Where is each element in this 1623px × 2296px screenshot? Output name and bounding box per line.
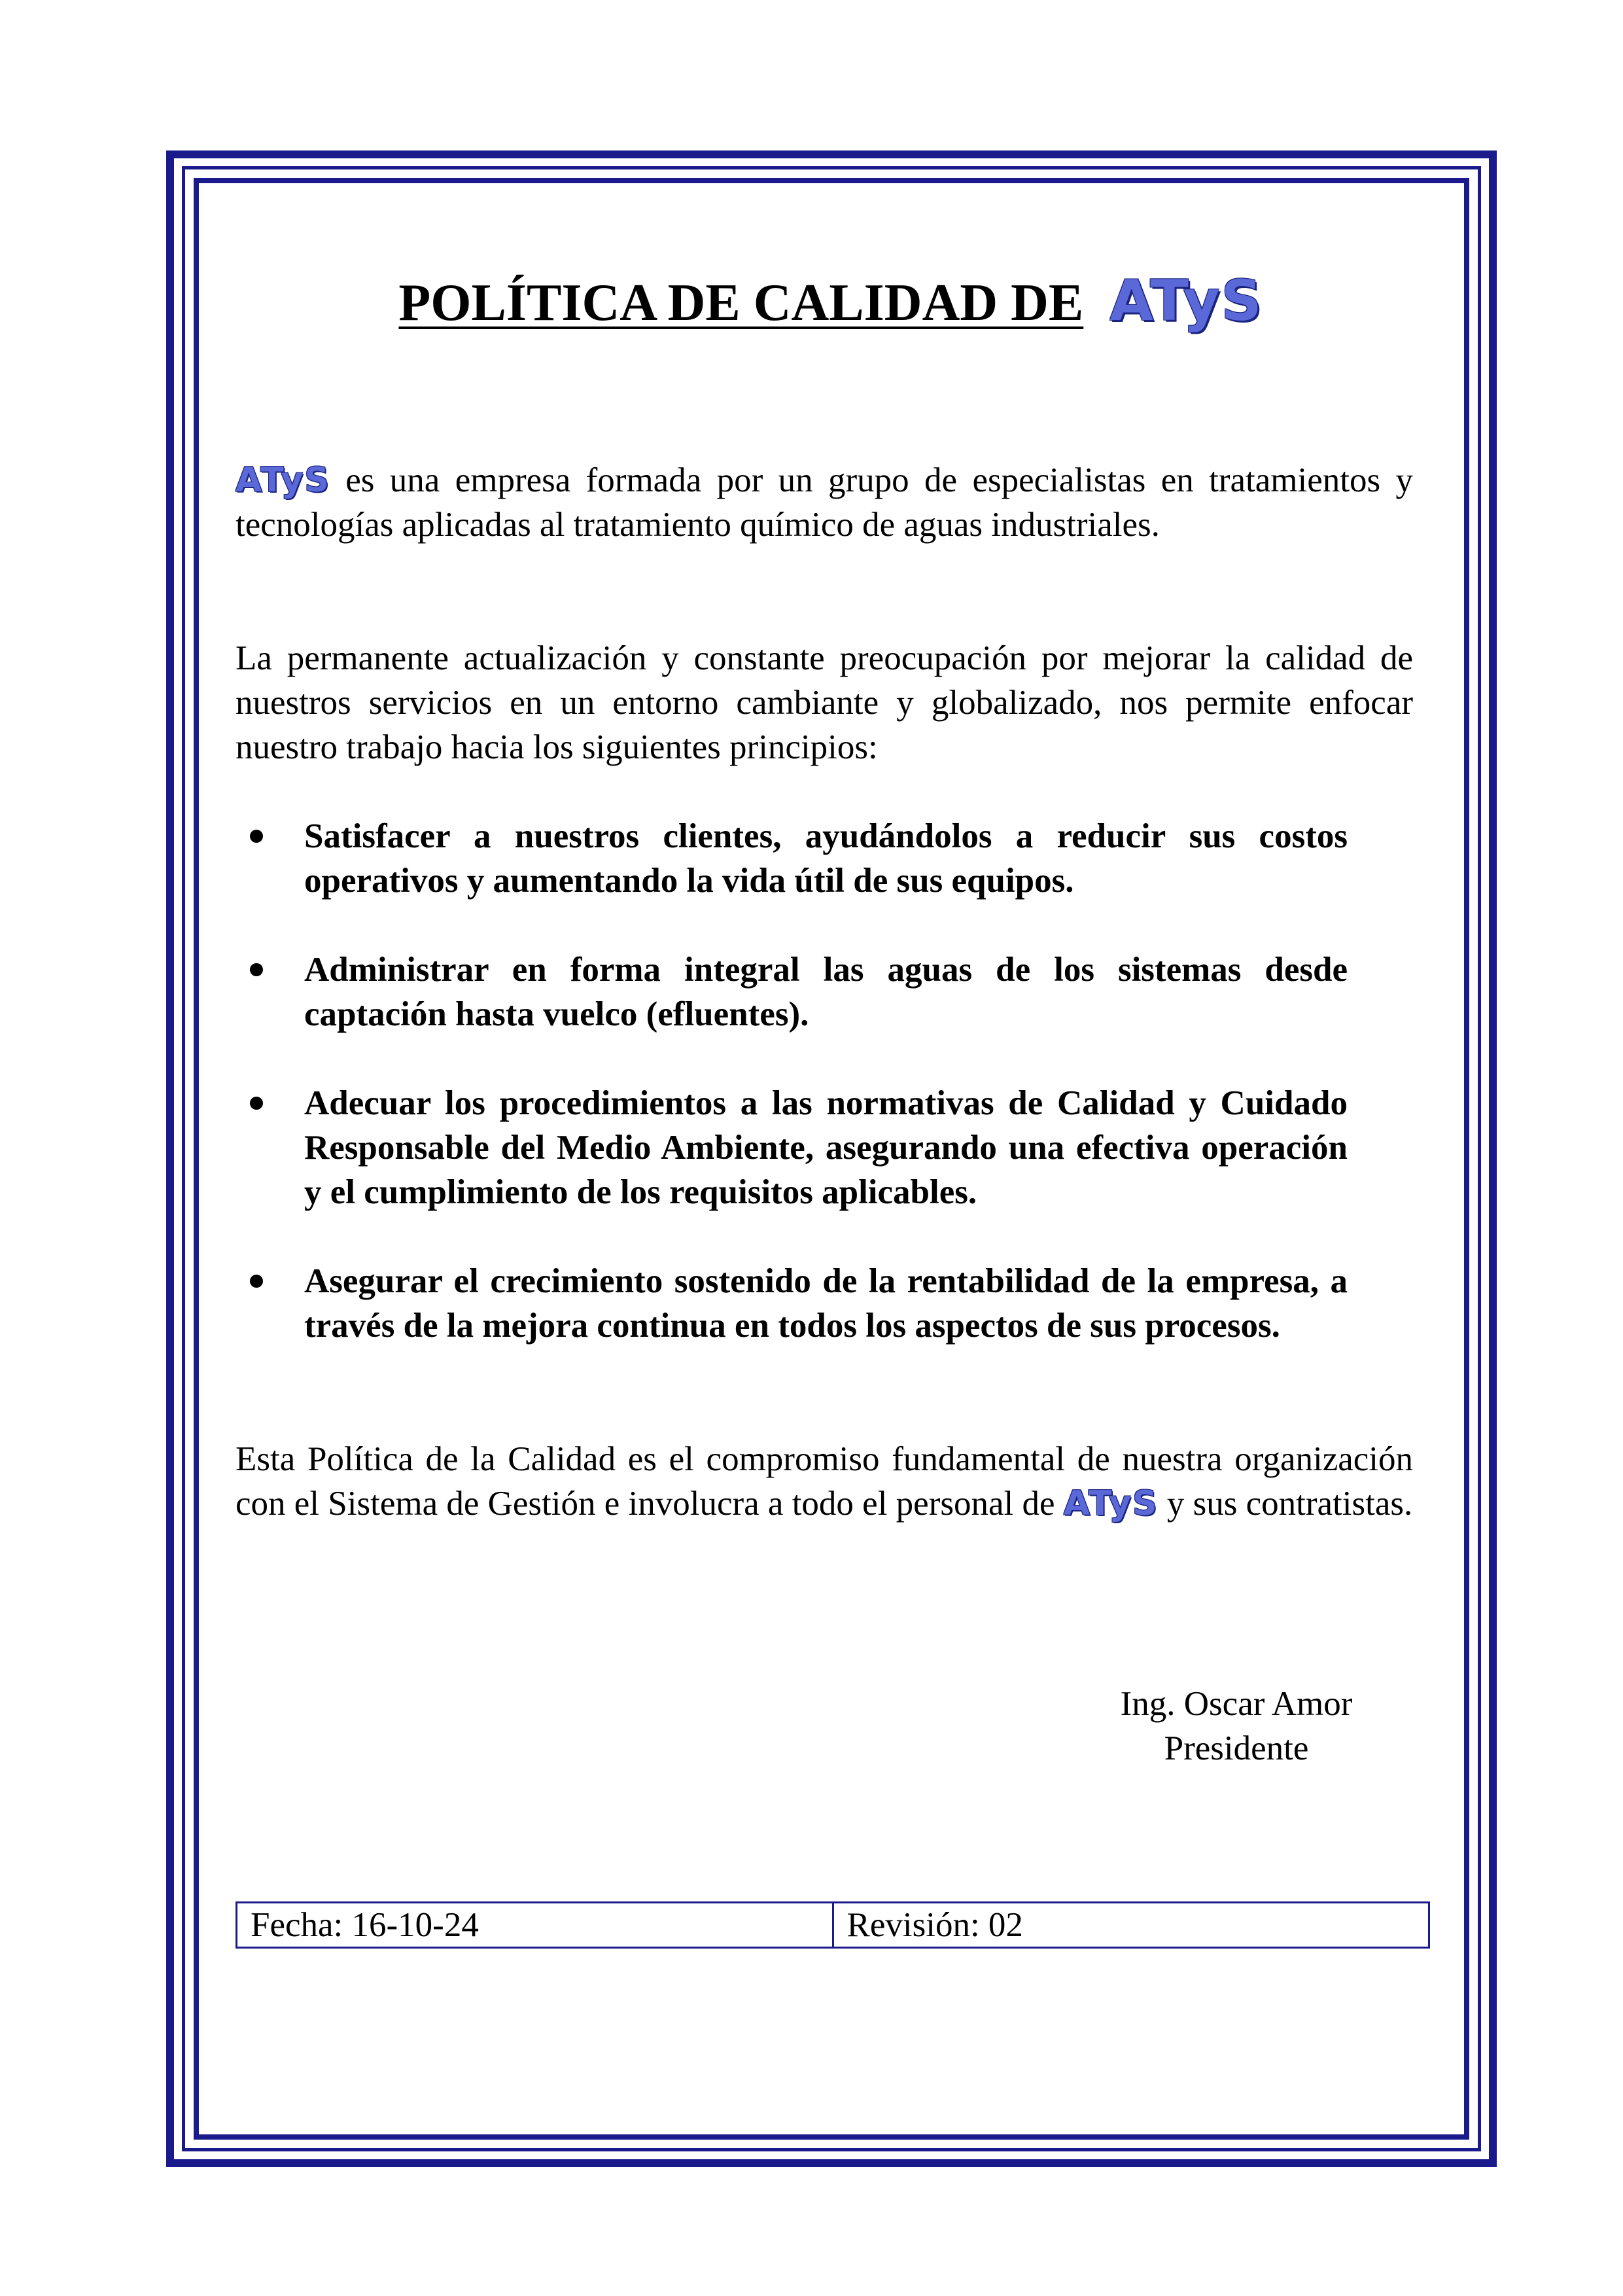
- bullet-icon: [250, 830, 263, 843]
- principle-item: [236, 947, 1348, 1036]
- table-row: [237, 1903, 1429, 1948]
- intro-text: es una empresa formada por un grupo de especialistas en tratamientos y tecnologías aplicadas al tratamiento químico de aguas industriales.: [236, 461, 1413, 544]
- principle-text: Asegurar el crecimiento sostenido de la rentabilidad de la empresa, a través de la mejora continua en todos los aspectos de sus procesos.: [304, 1262, 1348, 1345]
- closing-paragraph: [236, 1437, 1413, 1526]
- principle-item: [236, 1259, 1348, 1348]
- principle-text: Adecuar los procedimientos a las normativas de Calidad y Cuidado Responsable del Medio Ambiente, asegurando una efectiva operación y el cumplimiento de los requisitos aplicables.: [304, 1084, 1348, 1211]
- signatory-name: Ing. Oscar Amor: [1120, 1685, 1353, 1723]
- document-control-table: [236, 1901, 1430, 1949]
- closing-text: Esta Política de la Calidad es el compromiso fundamental de nuestra organización con el Sistema de Gestión e involucra a todo el personal de: [236, 1440, 1413, 1523]
- closing-text-end: y sus contratistas.: [1166, 1485, 1413, 1523]
- bullet-icon: [250, 1097, 263, 1110]
- signature-block: [1060, 1682, 1413, 1771]
- principle-text: Satisfacer a nuestros clientes, ayudándolos a reducir sus costos operativos y aumentando la vida útil de sus equipos.: [304, 817, 1348, 900]
- atys-logo-inline: ATyS: [236, 461, 330, 500]
- bullet-icon: [250, 1275, 263, 1288]
- signatory-role: Presidente: [1164, 1729, 1309, 1767]
- principles-list: [236, 814, 1348, 1392]
- date-cell: Fecha: 16-10-24: [237, 1903, 833, 1948]
- atys-logo-inline: ATyS: [1063, 1484, 1159, 1523]
- document-title: [236, 262, 1426, 342]
- intro-paragraph: [236, 458, 1413, 547]
- context-paragraph: La permanente actualización y constante preocupación por mejorar la calidad de nuestros servicios en un entorno cambiante y globalizado, nos permite enfocar nuestro trabajo hacia los siguientes principios:: [236, 639, 1413, 766]
- bullet-icon: [250, 963, 263, 976]
- principle-text: Administrar en forma integral las aguas de los sistemas desde captación hasta vuelco (efluentes).: [304, 951, 1348, 1033]
- title-text: POLÍTICA DE CALIDAD DE: [398, 274, 1084, 332]
- principle-item: [236, 1081, 1348, 1214]
- principle-item: [236, 814, 1348, 903]
- atys-logo-title: ATyS: [1109, 268, 1263, 334]
- revision-cell: Revisión: 02: [833, 1903, 1429, 1948]
